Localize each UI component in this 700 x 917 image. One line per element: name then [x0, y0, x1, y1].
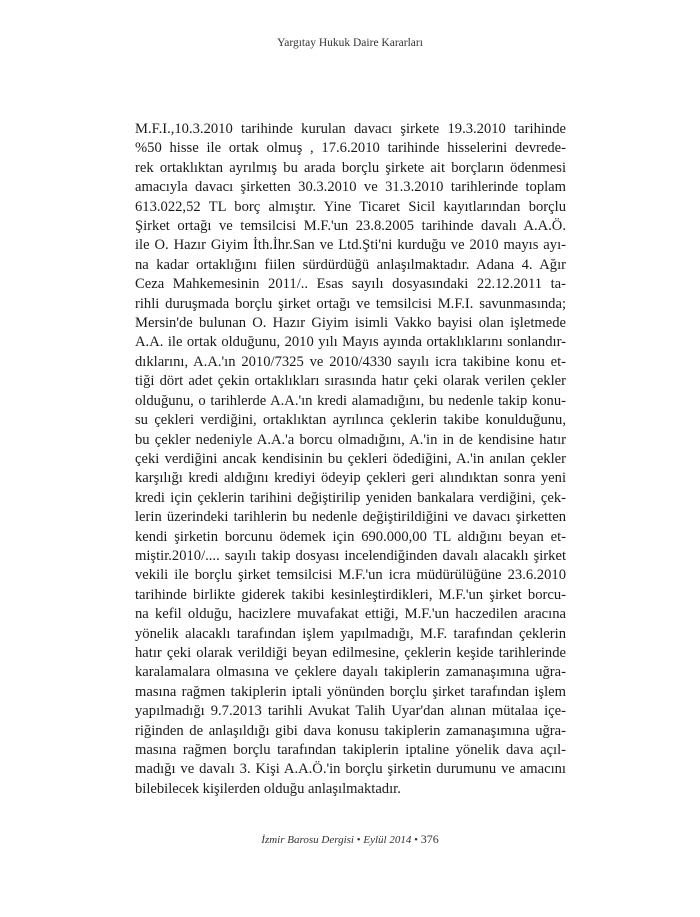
text-line: yapılmadığı 9.7.2013 tarihli Avukat Talih Uyar'dan alınan mütalaa içe-	[135, 703, 566, 720]
text-line: çeki verdiğini ancak kendisinin bu çekleri ödediğini, A.'in anılan çekler	[135, 450, 566, 467]
text-line: vekili ile borçlu şirket temsilcisi M.F.'un icra müdürülüğüne 23.6.2010	[135, 567, 566, 584]
body-paragraph	[135, 120, 566, 799]
text-line: 613.022,52 TL borç almıştır. Yine Ticaret Sicil kayıtlarından borçlu	[135, 198, 566, 215]
text-line: karalamalara olmasına ve çeklere dayalı takiplerin zamanaşımına uğra-	[135, 664, 566, 681]
footer-separator: •	[414, 834, 418, 846]
text-line: masına rağmen borçlu tarafından takiplerin iptaline yönelik dava açıl-	[135, 742, 566, 758]
text-line: dıklarını, A.A.'ın 2010/7325 ve 2010/4330 sayılı icra takibine konu et-	[135, 353, 566, 370]
text-line: madığı ve davalı 3. Kişi A.A.Ö.'in borçlu şirketin durumunu ve amacını	[135, 761, 566, 778]
text-line: tarihinde birlikte giderek takibi kesinleştirdikleri, M.F.'un şirket borcu-	[135, 586, 566, 603]
text-line: amacıyla davacı şirketten 30.3.2010 ve 31.3.2010 tarihlerinde toplam	[135, 179, 566, 196]
text-line: na kefil olduğu, hacizlere muvafakat ettiği, M.F.'un haczedilen aracına	[135, 606, 566, 623]
text-line: kendi şirketin borcunu ödemek için 690.000,00 TL aldığını beyan et-	[135, 528, 566, 545]
text-line: bilebilecek kişilerden olduğu anlaşılmaktadır.	[135, 780, 401, 797]
text-line: su çekleri verdiğini, ortaklıktan ayrılınca çeklerin takibe konulduğunu,	[135, 412, 566, 429]
journal-name: İzmir Barosu Dergisi	[261, 834, 354, 846]
text-line: Şirket ortağı ve temsilcisi M.F.'un 23.8.2005 tarihinde davalı A.A.Ö.	[135, 218, 566, 235]
text-line: bu çekler nedeniyle A.A.'a borcu olmadığını, A.'in in de kendisine hatır	[135, 431, 566, 448]
text-line: rek ortaklıktan ayrılmış bu arada borçlu şirkete ait borçların ödenmesi	[135, 159, 566, 176]
text-line: hatır çeki olarak verildiği beyan edilmesine, çeklerin keşide tarihlerinde	[135, 644, 566, 661]
text-line: olduğunu, o tarihlerde A.A.'ın kredi alamadığını, bu nedenle takip konu-	[135, 392, 566, 409]
text-line: riğinden de anlaşıldığı gibi dava konusu takiplerin zamanaşımına uğra-	[135, 722, 566, 739]
text-line: karşılığı kredi aldığını krediyi ödeyip çekleri geri alındıktan sonra yeni	[135, 470, 566, 487]
footer-separator: •	[356, 834, 361, 846]
text-line: Mersin'de bulunan O. Hazır Giyim isimli Vakko bayisi olan işletmede	[135, 315, 566, 332]
page-footer	[0, 832, 700, 847]
running-header: Yargıtay Hukuk Daire Kararları	[277, 37, 423, 49]
text-line: na kadar ortaklığını fiilen sürdürdüğü anlaşılmaktadır. Adana 4. Ağır	[135, 256, 566, 273]
text-line: ile O. Hazır Giyim İth.İhr.San ve Ltd.Şti'ni kurduğu ve 2010 mayıs ayı-	[135, 237, 566, 254]
text-line: A.A. ile ortak olduğunu, 2010 yılı Mayıs ayında ortaklıklarını sonlandır-	[135, 334, 566, 351]
text-line: rihli duruşmada borçlu şirket ortağı ve temsilcisi M.F.I. savunmasında;	[135, 295, 566, 312]
text-line: tiği dört adet çekin ortaklıkları sırasında hatır çeki olarak verilen çekler	[135, 373, 566, 390]
text-line: M.F.I.,10.3.2010 tarihinde kurulan davacı şirkete 19.3.2010 tarihinde	[135, 121, 566, 137]
text-line: %50 hisse ile ortak olmuş , 17.6.2010 tarihinde hisselerini devrede-	[135, 140, 566, 157]
text-line: masına rağmen takiplerin iptali yönünden borçlu şirket tarafından işlem	[135, 683, 566, 700]
text-line: yönelik alacaklı tarafından işlem yapılmadığı, M.F. tarafından çeklerin	[135, 625, 566, 642]
text-line: kredi için çeklerin tarihini değiştirilip yeniden bankalara verdiğini, çek-	[135, 489, 566, 506]
issue-date: Eylül 2014	[363, 834, 412, 846]
text-line: miştir.2010/.... sayılı takip dosyası incelendiğinden davalı alacaklı şirket	[135, 547, 566, 564]
page-number: 376	[420, 832, 439, 846]
text-line: Ceza Mahkemesinin 2011/.. Esas sayılı dosyasındaki 22.12.2011 ta-	[135, 276, 566, 293]
text-line: lerin üzerindeki tarihlerin bu nedenle değiştirildiğini ve davacı şirketten	[135, 509, 566, 526]
